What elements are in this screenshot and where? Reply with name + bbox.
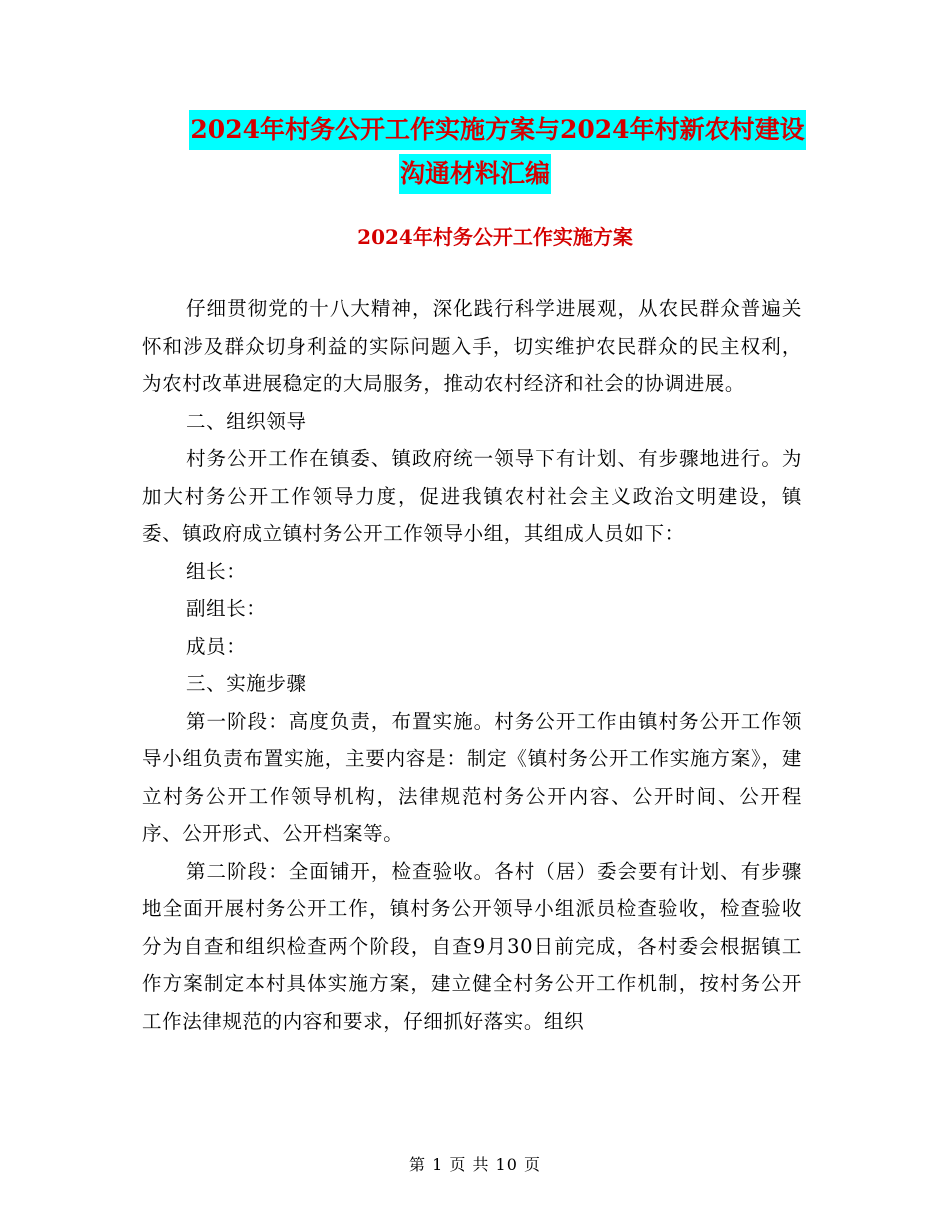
document-body	[142, 290, 802, 1040]
page-footer: 第 1 页 共 10 页	[409, 1155, 541, 1174]
section-title-text: 2024年村务公开工作实施方案	[357, 225, 633, 249]
members-label: 成员：	[186, 634, 247, 658]
paragraph: 第二阶段：全面铺开，检查验收。各村（居）委会要有计划、有步骤地全面开展村务公开工作，镇村务公开领导小组派员检查验收，检查验收分为自查和组织检查两个阶段，自查9月30日前完成，各村委会根据镇工作方案制定本村具体实施方案，建立健全村务公开工作机制，按村务公开工作法律规范的内容和要求，仔细抓好落实。组织	[142, 859, 802, 1033]
document-title	[0, 110, 950, 194]
title-line-1: 2024年村务公开工作实施方案与2024年村新农村建设	[189, 110, 805, 150]
paragraph: 第一阶段：高度负责，布置实施。村务公开工作由镇村务公开工作领导小组负责布置实施，主要内容是：制定《镇村务公开工作实施方案》，建立村务公开工作领导机构，法律规范村务公开内容、公开时间、公开程序、公开形式、公开档案等。	[142, 709, 802, 845]
heading-organization: 二、组织领导	[186, 409, 307, 433]
title-line-2: 沟通材料汇编	[399, 154, 551, 194]
deputy-leader-label: 副组长：	[186, 597, 267, 620]
heading-steps: 三、实施步骤	[186, 672, 307, 695]
section-title	[0, 222, 950, 252]
paragraph: 村务公开工作在镇委、镇政府统一领导下有计划、有步骤地进行。为加大村务公开工作领导力度，促进我镇农村社会主义政治文明建设，镇委、镇政府成立镇村务公开工作领导小组，其组成人员如下：	[142, 447, 802, 545]
paragraph: 仔细贯彻党的十八大精神，深化践行科学进展观，从农民群众普遍关怀和涉及群众切身利益的实际问题入手，切实维护农民群众的民主权利，为农村改革进展稳定的大局服务，推动农村经济和社会的协调进展。	[142, 297, 802, 395]
leader-label: 组长：	[186, 559, 247, 583]
